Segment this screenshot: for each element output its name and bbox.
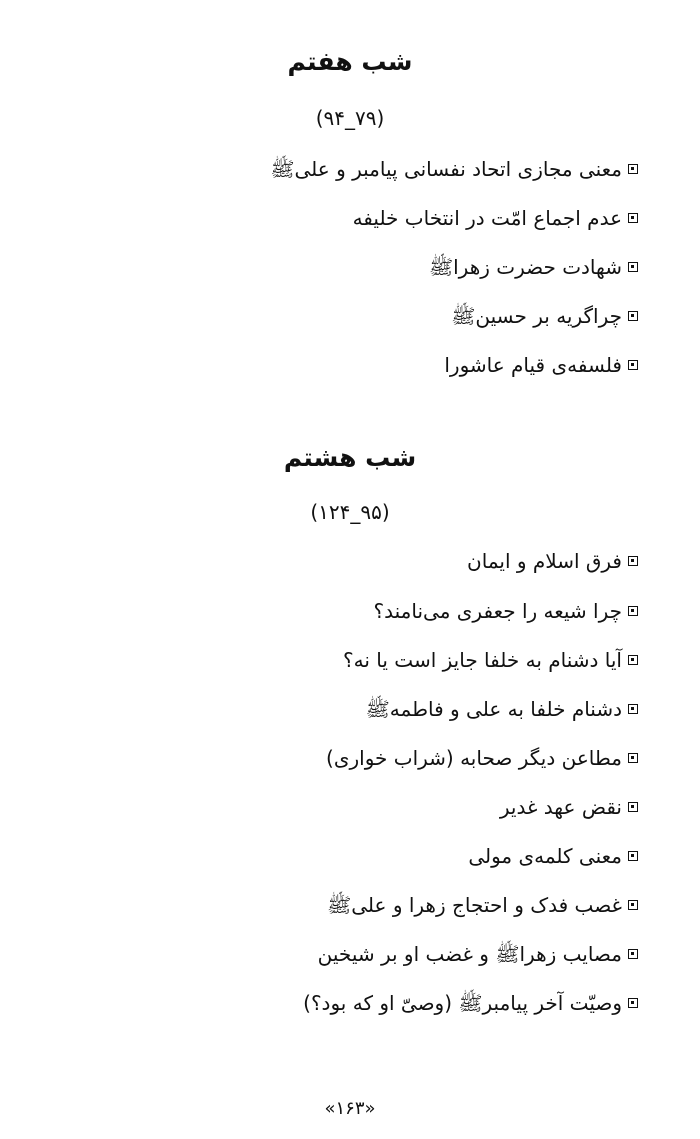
square-bullet-icon <box>628 311 638 321</box>
list-item <box>327 890 638 920</box>
section-page-range: (۹۵_۱۲۴) <box>310 500 390 524</box>
list-item-text: وصیّت آخر پیامبرﷺ (وصیّ او که بود؟) <box>303 991 622 1015</box>
section-title: شب هفتم <box>287 47 413 76</box>
list-item <box>303 988 638 1018</box>
list-item-text: آیا دشنام به خلفا جایز است یا نه؟ <box>343 648 622 672</box>
list-item-text: مصایب زهراﷺ و غضب او بر شیخین <box>317 942 622 966</box>
list-item <box>366 694 638 724</box>
list-item <box>500 792 638 822</box>
list-item-text: فلسفه‌ی قیام عاشورا <box>444 353 622 377</box>
square-bullet-icon <box>628 655 638 665</box>
square-bullet-icon <box>628 998 638 1008</box>
list-item-text: معنی کلمه‌ی مولی <box>468 844 622 868</box>
list-item-text: دشنام خلفا به علی و فاطمهﷺ <box>365 697 622 721</box>
section-title: شب هشتم <box>283 443 417 472</box>
list-item <box>468 841 638 871</box>
list-item-text: فرق اسلام و ایمان <box>467 549 622 573</box>
page-number: «۱۶۳» <box>324 1098 376 1119</box>
square-bullet-icon <box>628 164 638 174</box>
square-bullet-icon <box>628 851 638 861</box>
list-item <box>270 154 638 184</box>
square-bullet-icon <box>628 802 638 812</box>
list-item-text: مطاعن دیگر صحابه (شراب خواری) <box>326 746 622 770</box>
square-bullet-icon <box>628 360 638 370</box>
list-item <box>326 743 638 773</box>
square-bullet-icon <box>628 262 638 272</box>
square-bullet-icon <box>628 556 638 566</box>
square-bullet-icon <box>628 900 638 910</box>
section-page-range: (۷۹_۹۴) <box>315 106 385 130</box>
list-item <box>374 596 639 626</box>
list-item-text: چراگریه بر حسینﷺ <box>451 304 622 328</box>
list-item <box>318 939 638 969</box>
list-item <box>467 546 638 576</box>
square-bullet-icon <box>628 606 638 616</box>
square-bullet-icon <box>628 949 638 959</box>
list-item <box>343 645 638 675</box>
square-bullet-icon <box>628 213 638 223</box>
list-item-text: غصب فدک و احتجاج زهرا و علیﷺ <box>327 893 622 917</box>
list-item <box>444 350 638 380</box>
list-item-text: معنی مجازی اتحاد نفسانی پیامبر و علیﷺ <box>270 157 622 181</box>
list-item-text: عدم اجماع امّت در انتخاب خلیفه <box>352 206 622 230</box>
square-bullet-icon <box>628 704 638 714</box>
square-bullet-icon <box>628 753 638 763</box>
list-item-text: نقض عهد غدیر <box>499 795 622 819</box>
list-item <box>451 301 638 331</box>
list-item <box>429 252 638 282</box>
list-item-text: شهادت حضرت زهراﷺ <box>428 255 622 279</box>
list-item-text: چرا شیعه را جعفری می‌نامند؟ <box>373 599 622 623</box>
list-item <box>353 203 638 233</box>
